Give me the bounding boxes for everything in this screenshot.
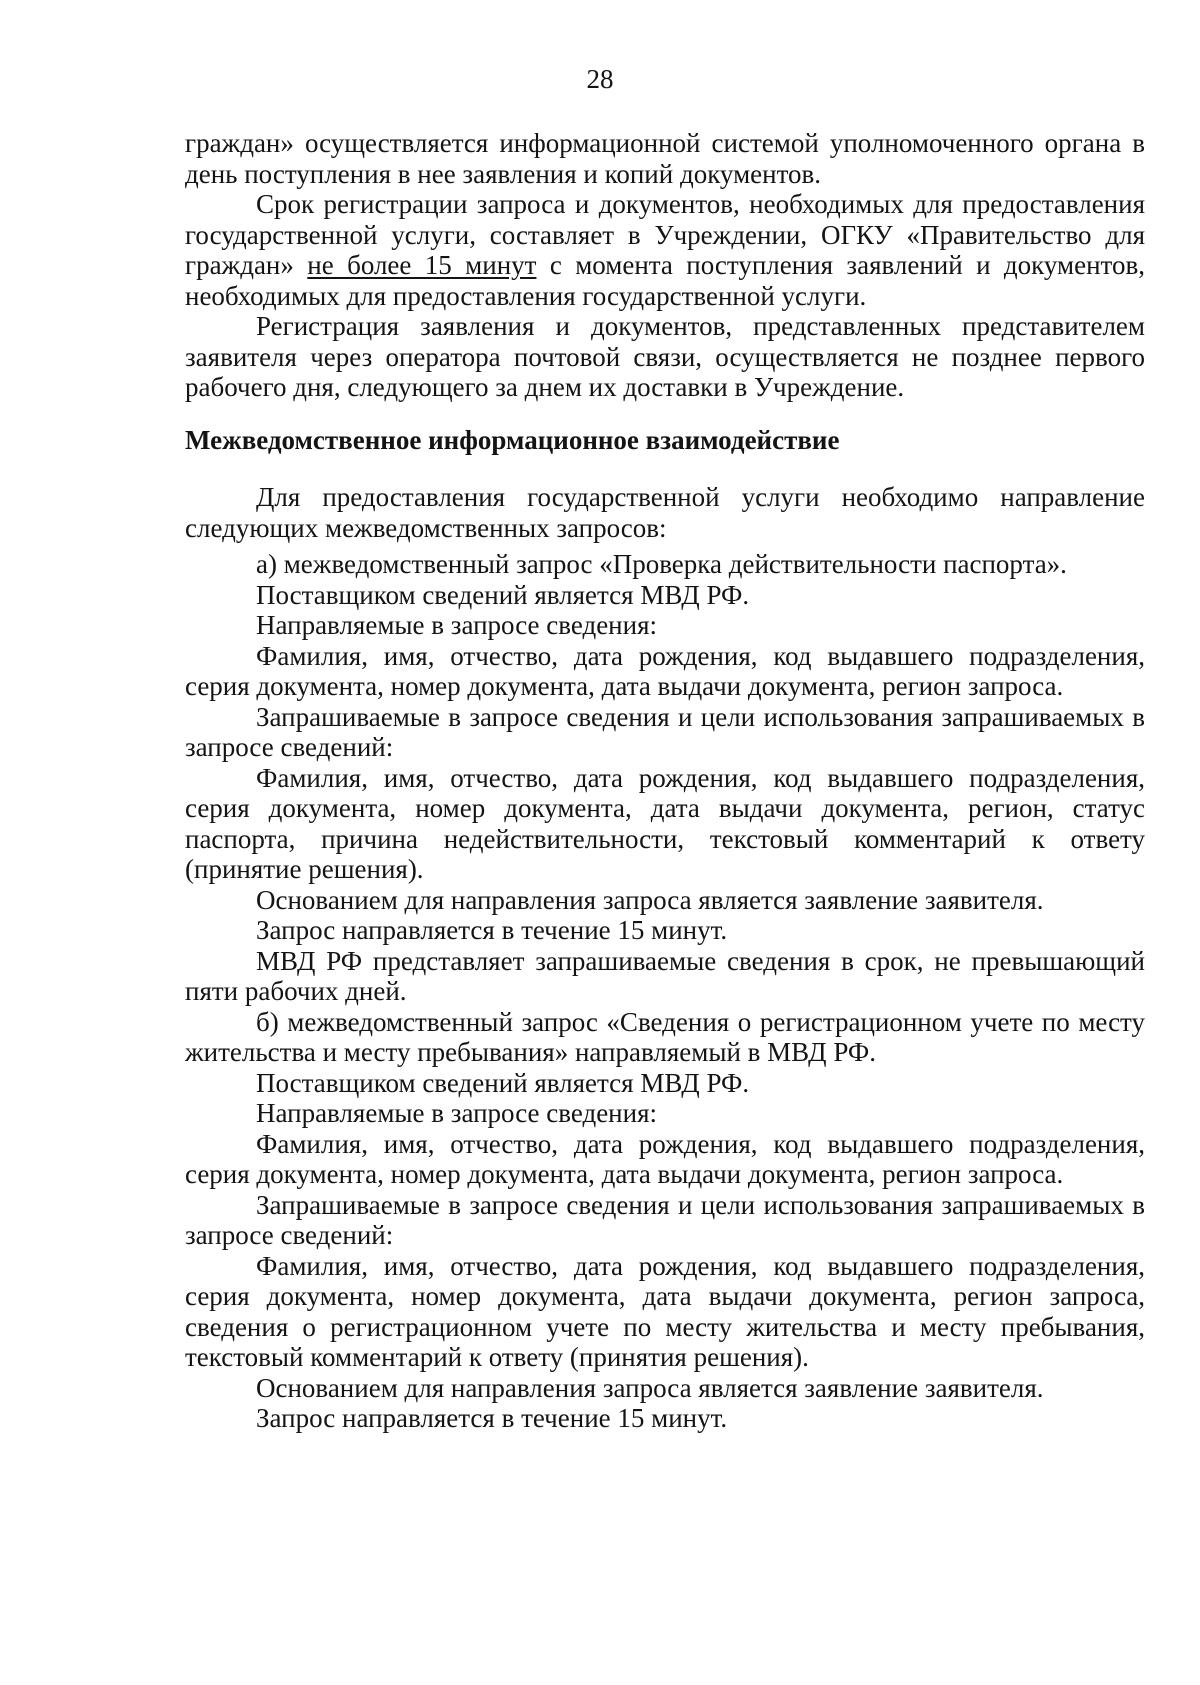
request-a-basis: Основанием для направления запроса является заявление заявителя. [256,884,1044,915]
registration-term-text-end: с момента поступления заявлений и документов, необходимых для предоставления государственной услуги. [185,250,1145,311]
request-b-requested-fields: Фамилия, имя, отчество, дата рождения, код выдавшего подразделения, серия документа, номер документа, дата выдачи документа, регион запроса, сведения о регистрационном учете по месту жительства и месту пребывания, текстовый комментарий к ответу (принятия решения). [185,1250,1145,1372]
request-b-basis: Основанием для направления запроса является заявление заявителя. [256,1372,1044,1403]
paragraph-continuation: граждан» осуществляется информационной системой уполномоченного органа в день поступления в нее заявления и копий документов. [185,128,1145,189]
request-b-title: б) межведомственный запрос «Сведения о регистрационном учете по месту жительства и месту пребывания» направляемый в МВД РФ. [185,1006,1145,1067]
page-number: 28 [586,64,614,94]
paragraph-postal-registration: Регистрация заявления и документов, представленных представителем заявителя через оператора почтовой связи, осуществляется не позднее первого рабочего дня, следующего за днем их доставки в Учреждение. [185,311,1145,402]
document-body [185,128,1145,1434]
request-a-timing: Запрос направляется в течение 15 минут. [256,915,728,945]
registration-term-text-start: Срок регистрации запроса и документов, необходимых для предоставления государственной услуги, составляет в Учреждении, ОГКУ «Правительство для граждан» [185,189,1145,280]
request-b-provider: Поставщиком сведений является МВД РФ. [256,1067,750,1098]
request-b-sent-fields: Фамилия, имя, отчество, дата рождения, код выдавшего подразделения, серия документа, номер документа, дата выдачи документа, регион запроса. [185,1128,1145,1189]
request-b-requested-label: Запрашиваемые в запросе сведения и цели использования запрашиваемых в запросе сведений: [185,1189,1145,1250]
paragraph-requests-intro: Для предоставления государственной услуги необходимо направление следующих межведомственных запросов: [185,482,1145,543]
section-heading: Межведомственное информационное взаимодействие [185,424,840,455]
request-a-requested-label: Запрашиваемые в запросе сведения и цели использования запрашиваемых в запросе сведений: [185,701,1145,762]
request-b-timing: Запрос направляется в течение 15 минут. [256,1403,728,1433]
request-a-requested-fields: Фамилия, имя, отчество, дата рождения, код выдавшего подразделения, серия документа, номер документа, дата выдачи документа, регион, статус паспорта, причина недействительности, текстовый комментарий к ответу (принятие решения). [185,762,1145,884]
request-a-provider: Поставщиком сведений является МВД РФ. [256,579,750,610]
request-b-sent-label: Направляемые в запросе сведения: [256,1098,657,1128]
request-a-sent-label: Направляемые в запросе сведения: [256,610,657,640]
request-a-sent-fields: Фамилия, имя, отчество, дата рождения, код выдавшего подразделения, серия документа, номер документа, дата выдачи документа, регион запроса. [185,640,1145,701]
request-a-response-term: МВД РФ представляет запрашиваемые сведения в срок, не превышающий пяти рабочих дней. [185,945,1145,1006]
request-a-title: а) межведомственный запрос «Проверка действительности паспорта». [256,549,1067,579]
registration-term-deadline: не более 15 минут [307,250,537,280]
paragraph-registration-term [185,189,1145,311]
